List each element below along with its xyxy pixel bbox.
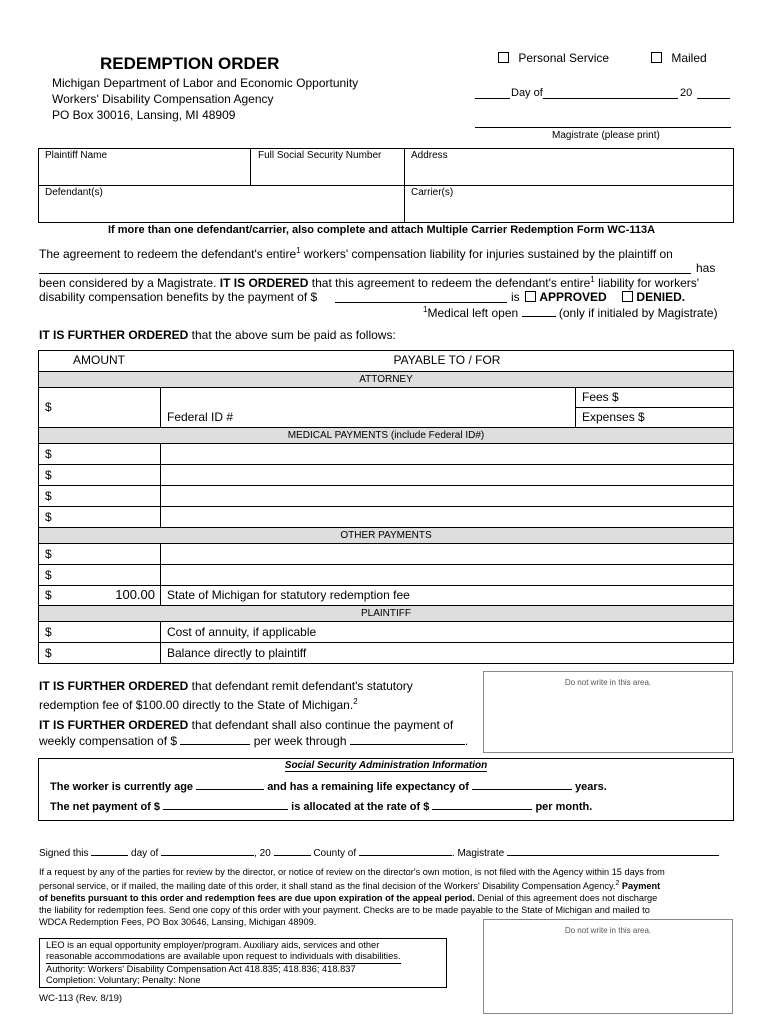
per-week-through-label: per week through	[253, 734, 347, 748]
address-label: Address	[411, 150, 448, 161]
fees-label: Fees $	[582, 390, 619, 404]
carriers-field[interactable]	[411, 187, 453, 198]
redemption-amount-field[interactable]	[335, 302, 507, 303]
federal-id-label: Federal ID #	[167, 410, 234, 424]
statutory-fee-order	[39, 679, 413, 713]
other-amount-1[interactable]	[45, 547, 52, 561]
leo-text-2: reasonable accommodations are available upon request to individuals with disabilities.	[46, 951, 401, 964]
multiple-carrier-note: If more than one defendant/carrier, also complete and attach Multiple Carrier Redemption Form WC-113A	[108, 224, 656, 236]
review-bold-2: of benefits pursuant to this order and redemption fees are due upon expiration of the appeal period.	[39, 893, 475, 904]
medical-amount-3[interactable]	[45, 489, 52, 503]
magistrate-signature-label: . Magistrate	[451, 848, 505, 859]
service-day-field[interactable]	[475, 98, 510, 99]
agency-line-3: PO Box 30016, Lansing, MI 48909	[52, 108, 236, 122]
county-of-label: County of	[313, 848, 357, 859]
payable-header: PAYABLE TO / FOR	[393, 353, 501, 367]
medical-amount-4[interactable]	[45, 510, 52, 524]
agreement-text-3c: that this agreement to redeem the defendant's entire	[308, 276, 591, 290]
medical-amount-2[interactable]	[45, 468, 52, 482]
medical-open-line	[423, 305, 718, 320]
further-ordered-bold: IT IS FURTHER ORDERED	[39, 328, 189, 342]
attorney-expenses-field[interactable]	[582, 410, 645, 424]
year-prefix-label: 20	[680, 87, 693, 99]
review-text-3: Denial of this agreement does not discharge	[474, 893, 658, 904]
further-ordered-text: that the above sum be paid as follows:	[188, 328, 396, 342]
other-amount-2[interactable]	[45, 568, 52, 582]
parties-divider	[38, 185, 734, 186]
review-text-2: personal service, or if mailed, the mailing date of this order, it shall stand as the final decision of the Workers' Disability Compensation Agency.	[39, 881, 616, 892]
mailed-checkbox[interactable]	[651, 52, 662, 63]
annuity-text: Cost of annuity, if applicable	[167, 625, 317, 639]
completion-text: Completion: Voluntary; Penalty: None	[46, 975, 201, 985]
review-text-5: WDCA Redemption Fees, PO Box 30646, Lansing, Michigan 48909.	[39, 917, 317, 928]
weekly-order-text: that defendant shall also continue the payment of	[188, 718, 454, 732]
review-bold-1: Payment	[619, 881, 661, 892]
denied-label: DENIED.	[636, 290, 686, 304]
agency-address	[52, 75, 358, 123]
weekly-comp-through-field[interactable]	[350, 733, 465, 745]
other-row-line-2	[38, 585, 734, 586]
weekly-comp-amount-field[interactable]	[180, 733, 250, 745]
ssa-title-text: Social Security Administration Information	[284, 760, 488, 771]
other-row-line-1	[38, 564, 734, 565]
other-col-divider	[160, 543, 161, 605]
address-field[interactable]	[411, 150, 448, 161]
leo-text-1: LEO is an equal opportunity employer/program. Auxiliary aids, services and other	[46, 940, 380, 950]
service-month-field[interactable]	[543, 98, 678, 99]
medical-row-line-1	[38, 464, 734, 465]
signed-day-field[interactable]	[91, 846, 128, 856]
dollar-sign: $	[45, 400, 52, 414]
allocated-rate-label: is allocated at the rate of $	[291, 801, 430, 813]
balance-text: Balance directly to plaintiff	[167, 646, 307, 660]
statutory-fee-dollar	[45, 588, 52, 602]
signature-line	[39, 846, 719, 859]
per-month-label: per month.	[535, 801, 593, 813]
approved-label: APPROVED	[539, 290, 607, 304]
authority-text: Authority: Workers' Disability Compensation Act 418.835; 418.836; 418.837	[46, 964, 356, 974]
signed-year-field[interactable]	[274, 846, 311, 856]
dollar-sign: $	[45, 468, 52, 482]
statutory-fee-text: State of Michigan for statutory redemption fee	[167, 588, 410, 602]
personal-service-checkbox[interactable]	[498, 52, 509, 63]
agreement-line-3	[39, 275, 699, 290]
attorney-federal-id-field[interactable]	[167, 410, 233, 424]
mailed-label: Mailed	[671, 51, 707, 65]
attorney-fees-field[interactable]	[582, 390, 619, 404]
agreement-text-3d: liability for workers'	[594, 276, 700, 290]
signed-month-field[interactable]	[161, 846, 254, 856]
has-label: has	[696, 261, 716, 275]
footnote-2-ref: 2	[353, 697, 358, 706]
attorney-section-label: ATTORNEY	[359, 374, 413, 385]
leo-notice	[46, 940, 401, 986]
life-expectancy-field[interactable]	[472, 778, 572, 790]
dollar-sign: $	[45, 625, 52, 639]
is-label: is	[511, 290, 520, 304]
medical-section-label: MEDICAL PAYMENTS (include Federal ID#)	[287, 430, 485, 441]
defendants-label: Defendant(s)	[45, 187, 103, 198]
personal-service-option[interactable]	[498, 51, 609, 65]
attorney-section-bar	[39, 371, 733, 388]
form-title: REDEMPTION ORDER	[100, 54, 280, 73]
dollar-sign: $	[45, 568, 52, 582]
plaintiff-name-field[interactable]	[45, 150, 107, 161]
review-text-4: the liability for redemption fees. Send one copy of this order with your payment. Checks are to be made payable to the State of Michigan and mailed to	[39, 905, 650, 916]
day-of-label: Day of	[511, 87, 543, 99]
injury-date-field[interactable]	[39, 273, 691, 274]
denied-checkbox[interactable]	[622, 291, 633, 302]
weekly-comp-label: weekly compensation of $	[39, 734, 178, 748]
dollar-sign: $	[45, 510, 52, 524]
dollar-sign: $	[45, 547, 52, 561]
further-ordered-bold-2: IT IS FURTHER ORDERED	[39, 679, 189, 693]
expenses-label: Expenses $	[582, 410, 645, 424]
medical-row-line-3	[38, 506, 734, 507]
plaintiff-section-bar	[39, 605, 733, 622]
review-text-1: If a request by any of the parties for review by the director, or notice of review on the director's own motion, is not filed with the Agency within 15 days from	[39, 867, 665, 877]
medical-open-label: Medical left open	[427, 306, 519, 320]
do-not-write-area-2	[483, 919, 733, 1014]
magistrate-print-label: Magistrate (please print)	[552, 130, 660, 141]
years-label: years.	[575, 781, 607, 793]
signed-day-of-label: day of	[131, 848, 159, 859]
payment-amount-label: disability compensation benefits by the payment of $	[39, 290, 318, 304]
form-number: WC-113 (Rev. 8/19)	[39, 993, 123, 1004]
decision-options	[511, 290, 685, 304]
plaintiff-name-label: Plaintiff Name	[45, 150, 108, 161]
plaintiff-row-line	[38, 642, 734, 643]
medical-initial-field[interactable]	[522, 305, 556, 317]
ssa-line-1	[50, 778, 607, 793]
ssa-title	[38, 760, 734, 771]
do-not-write-label-1: Do not write in this area.	[564, 678, 652, 687]
agreement-text-1: The agreement to redeem the defendant's entire	[39, 247, 297, 261]
personal-service-label: Personal Service	[518, 51, 610, 65]
it-is-ordered: IT IS ORDERED	[219, 276, 309, 290]
medical-row-line-2	[38, 485, 734, 486]
agency-line-1: Michigan Department of Labor and Economic Opportunity	[52, 76, 359, 90]
fees-expenses-divider	[575, 407, 734, 408]
footnote-1-ref-2: 1	[590, 275, 595, 284]
attorney-col-divider	[160, 387, 161, 427]
do-not-write-label-2: Do not write in this area.	[564, 926, 652, 935]
life-expectancy-label: and has a remaining life expectancy of	[267, 781, 469, 793]
ssn-label: Full Social Security Number	[258, 150, 382, 161]
worker-age-field[interactable]	[196, 778, 264, 790]
monthly-rate-field[interactable]	[432, 798, 532, 810]
agreement-line-4	[39, 290, 317, 304]
signed-this-label: Signed this	[39, 848, 89, 859]
signed-year-label: , 20	[254, 848, 271, 859]
agreement-line-1	[39, 246, 673, 261]
annuity-amount-field[interactable]	[45, 625, 52, 639]
dollar-sign: $	[45, 646, 52, 660]
medical-open-suffix: (only if initialed by Magistrate)	[558, 306, 718, 320]
plaintiff-section-label: PLAINTIFF	[360, 608, 411, 619]
ssn-field[interactable]	[258, 150, 381, 161]
do-not-write-area-1	[483, 671, 733, 753]
footnote-1-ref: 1	[296, 246, 301, 255]
dollar-sign: $	[45, 447, 52, 461]
further-ordered-bold-3: IT IS FURTHER ORDERED	[39, 718, 189, 732]
mailed-option[interactable]	[651, 51, 707, 65]
magistrate-print-field[interactable]	[475, 127, 731, 128]
footnote-2-ref-2: 2	[615, 880, 620, 887]
parties-divider-v2	[404, 148, 405, 223]
service-year-field[interactable]	[697, 98, 730, 99]
worker-age-label: The worker is currently age	[50, 781, 194, 793]
further-ordered-line	[39, 328, 396, 342]
agency-line-2: Workers' Disability Compensation Agency	[52, 92, 274, 106]
dollar-sign: $	[45, 588, 52, 602]
county-field[interactable]	[359, 846, 452, 856]
balance-amount-field[interactable]	[45, 646, 52, 660]
statutory-order-text: that defendant remit defendant's statutory	[188, 679, 413, 693]
agreement-text-1b: workers' compensation liability for injuries sustained by the plaintiff on	[300, 247, 673, 261]
other-section-label: OTHER PAYMENTS	[340, 530, 432, 541]
ssa-line-2	[50, 798, 592, 813]
net-payment-label: The net payment of $	[50, 801, 161, 813]
carriers-label: Carrier(s)	[411, 187, 454, 198]
parties-divider-v1	[250, 148, 251, 185]
footnote-1-ref-3: 1	[423, 305, 428, 314]
net-payment-field[interactable]	[163, 798, 288, 810]
agreement-text-3a: been considered by a Magistrate.	[39, 276, 220, 290]
dollar-sign: $	[45, 489, 52, 503]
medical-amount-1[interactable]	[45, 447, 52, 461]
other-section-bar	[39, 527, 733, 544]
statutory-order-text-2: redemption fee of $100.00 directly to the State of Michigan.	[39, 698, 354, 712]
amount-header: AMOUNT	[73, 353, 125, 367]
attorney-amount-field[interactable]	[45, 400, 52, 414]
defendants-field[interactable]	[45, 187, 103, 198]
magistrate-signature-field[interactable]	[507, 846, 719, 856]
statutory-fee-amount: 100.00	[115, 587, 155, 602]
medical-section-bar	[39, 427, 733, 444]
approved-checkbox[interactable]	[525, 291, 536, 302]
weekly-comp-order: IT IS FURTHER ORDERED that defendant shall also continue the payment of weekly compensation of $ per week through .	[39, 718, 469, 748]
